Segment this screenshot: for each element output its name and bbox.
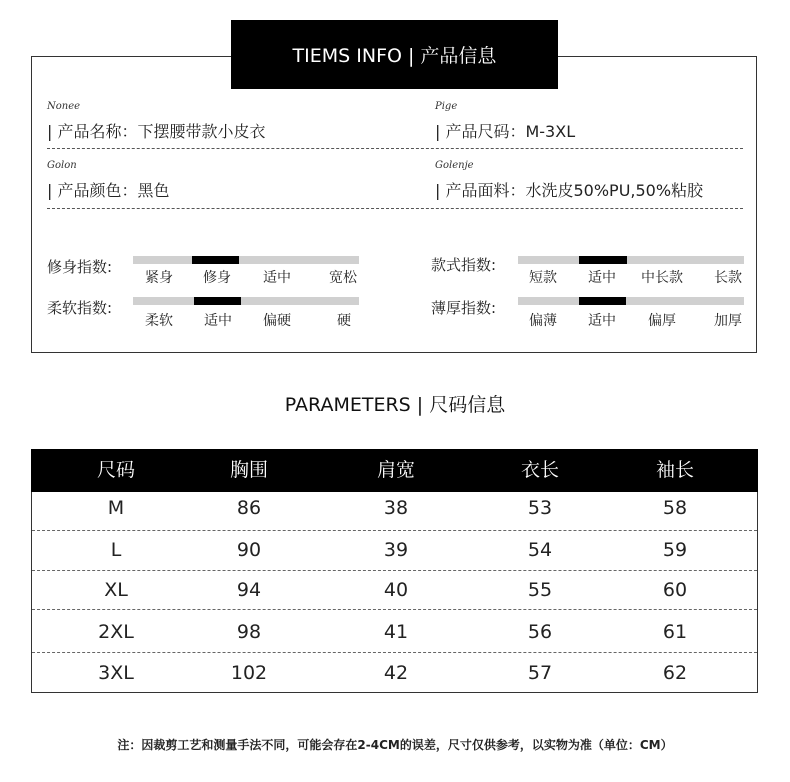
table-cell: 61 [662, 621, 688, 643]
softness-index-label: 柔软指数: [47, 299, 113, 317]
field-product-fabric: | 产品面料：水洗皮50%PU,50%粘胶 [435, 181, 704, 200]
table-cell: 53 [527, 497, 553, 519]
softness-index-marker [194, 297, 241, 305]
info-title: TIEMS INFO | 产品信息 [231, 20, 558, 89]
fit-index-tick: 宽松 [329, 270, 357, 286]
table-cell: 94 [236, 579, 262, 601]
softness-index-bar [133, 297, 359, 305]
field-product-size: | 产品尺码：M-3XL [435, 122, 576, 141]
table-cell: 38 [383, 497, 409, 519]
table-cell: 98 [236, 621, 262, 643]
style-index-bar [518, 256, 744, 264]
table-header-cell: 尺码 [96, 459, 135, 481]
table-cell: 59 [662, 539, 688, 561]
table-cell: 41 [383, 621, 409, 643]
softness-index-tick: 偏硬 [263, 313, 291, 329]
row-divider [32, 652, 757, 653]
softness-index-tick: 柔软 [145, 313, 173, 329]
thickness-index-tick: 加厚 [714, 313, 742, 329]
divider [47, 208, 743, 209]
table-header [31, 449, 758, 492]
fit-index-tick: 修身 [203, 270, 231, 286]
style-index-label: 款式指数: [431, 256, 497, 274]
table-cell: 54 [527, 539, 553, 561]
footnote: 注：因裁剪工艺和测量手法不同，可能会存在2-4CM的误差，尺寸仅供参考，以实物为准（单位：CM） [117, 738, 673, 752]
thickness-index-tick: 偏厚 [648, 313, 676, 329]
row-divider [32, 570, 757, 571]
table-cell: L [110, 539, 122, 561]
table-cell: 3XL [98, 662, 134, 684]
table-cell: 42 [383, 662, 409, 684]
fit-index-tick: 紧身 [145, 270, 173, 286]
table-header-cell: 胸围 [229, 459, 268, 481]
field-script-color: Golon [47, 160, 77, 171]
style-index-tick: 适中 [588, 270, 616, 286]
product-info-box [31, 56, 757, 353]
table-cell: 55 [527, 579, 553, 601]
table-cell: M [107, 497, 125, 519]
params-title: PARAMETERS | 尺码信息 [284, 394, 506, 416]
table-cell: 39 [383, 539, 409, 561]
fit-index-tick: 适中 [263, 270, 291, 286]
style-index-tick: 中长款 [641, 270, 683, 286]
table-cell: 58 [662, 497, 688, 519]
row-divider [32, 609, 757, 610]
table-cell: XL [104, 579, 128, 601]
field-script-size: Pige [435, 101, 458, 112]
fit-index-label: 修身指数: [47, 258, 113, 276]
style-index-marker [579, 256, 627, 264]
table-header-cell: 衣长 [520, 459, 559, 481]
style-index-tick: 长款 [714, 270, 742, 286]
table-cell: 57 [527, 662, 553, 684]
fit-index-marker [192, 256, 239, 264]
fit-index-bar [133, 256, 359, 264]
table-cell: 60 [662, 579, 688, 601]
field-script-name: Nonee [47, 101, 81, 112]
table-cell: 2XL [98, 621, 134, 643]
row-divider [32, 530, 757, 531]
divider [47, 148, 743, 149]
table-cell: 86 [236, 497, 262, 519]
table-cell: 102 [230, 662, 268, 684]
table-header-cell: 袖长 [655, 459, 694, 481]
table-cell: 90 [236, 539, 262, 561]
style-index-tick: 短款 [529, 270, 557, 286]
table-cell: 40 [383, 579, 409, 601]
field-product-name: | 产品名称：下摆腰带款小皮衣 [47, 122, 266, 141]
thickness-index-bar [518, 297, 744, 305]
table-cell: 62 [662, 662, 688, 684]
table-header-cell: 肩宽 [376, 459, 415, 481]
thickness-index-label: 薄厚指数: [431, 299, 497, 317]
field-product-color: | 产品颜色：黑色 [47, 181, 170, 200]
softness-index-tick: 硬 [337, 313, 351, 329]
table-cell: 56 [527, 621, 553, 643]
thickness-index-tick: 偏薄 [529, 313, 557, 329]
field-script-fabric: Golenje [435, 160, 474, 171]
thickness-index-tick: 适中 [588, 313, 616, 329]
softness-index-tick: 适中 [204, 313, 232, 329]
thickness-index-marker [579, 297, 626, 305]
